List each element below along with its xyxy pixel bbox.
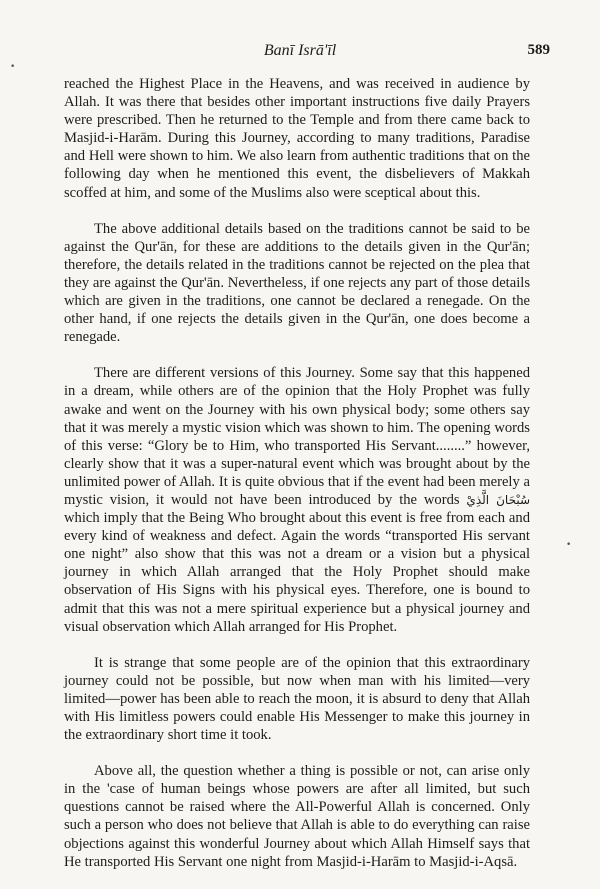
- arabic-phrase: سُبْحَانَ الَّذِيْ: [466, 492, 531, 507]
- page-number: 589: [527, 42, 550, 58]
- paragraph-4: It is strange that some people are of the opinion that this extraordinary journey could not be possible, but now when man with his limited—very limited—power has been able to reach the moon, it is absurd to deny that Allah with His limitless powers could enable His Messenger to make this journey in the extraordinary short time it took.: [64, 654, 530, 744]
- paragraph-3-part-1: There are different versions of this Journey. Some say that this happened in a dream, while others are of the opinion that the Holy Prophet was fully awake and went on the Journey with his own physical body; some others say that it was merely a mystic vision which was shown to him. The opening words of this verse: “Glory be to Him, who transported His Servant........” however, clearly show that it was a super-natural event which was brought about by the unlimited power of Allah. It is quite obvious that if the event had been merely a mystic vision, it would not have been introduced by the words: [64, 365, 530, 508]
- scan-dot: •: [566, 540, 572, 550]
- body-text: [64, 75, 530, 889]
- scan-dot: •: [10, 62, 16, 72]
- paragraph-1: reached the Highest Place in the Heavens, and was received in audience by Allah. It was there that besides other important instructions five daily Prayers were prescribed. Then he returned to the Temple and from there came back to Masjid-i-Harām. During this Journey, according to many traditions, Paradise and Hell were shown to him. We also learn from authentic traditions that on the following day when he mentioned this event, the disbelievers of Makkah scoffed at him, and some of the Muslims also were sceptical about this.: [64, 76, 530, 201]
- paragraph-5: Above all, the question whether a thing is possible or not, can arise only in the 'case of human beings whose powers are after all limited, but such questions cannot be raised where the All-Powerful Allah is concerned. Only such a person who does not believe that Allah is able to do everything can raise objections against this wonderful Journey about which Allah Himself says that He transported His Servant one night from Masjid-i-Harām to Masjid-i-Aqsā.: [64, 763, 530, 870]
- paragraph-3-part-2: which imply that the Being Who brought about this event is free from each and every kind of weakness and defect. Again the words “transported His servant one night” also show that this was not a dream or a vision but a physical journey in which Allah arranged that the Holy Prophet should make observation of His Signs with his physical eyes. Therefore, one is bound to admit that this was not a mere spiritual experience but a physical journey and visual observation which Allah arranged for His Prophet.: [64, 510, 530, 635]
- running-title: Banī Isrā'īl: [263, 42, 337, 59]
- paragraph-2: The above additional details based on the traditions cannot be said to be against the Qur'ān, for these are additions to the details given in the Qur'ān; therefore, the details related in the traditions cannot be rejected on the plea that they are against the Qur'ān. Nevertheless, if one rejects any part of those details which are given in the traditions, one cannot be declared a renegade. On the other hand, if one rejects the details given in the Qur'ān, one does become a renegade.: [64, 220, 530, 346]
- page-header: [0, 42, 600, 62]
- paragraph-3: [64, 364, 530, 635]
